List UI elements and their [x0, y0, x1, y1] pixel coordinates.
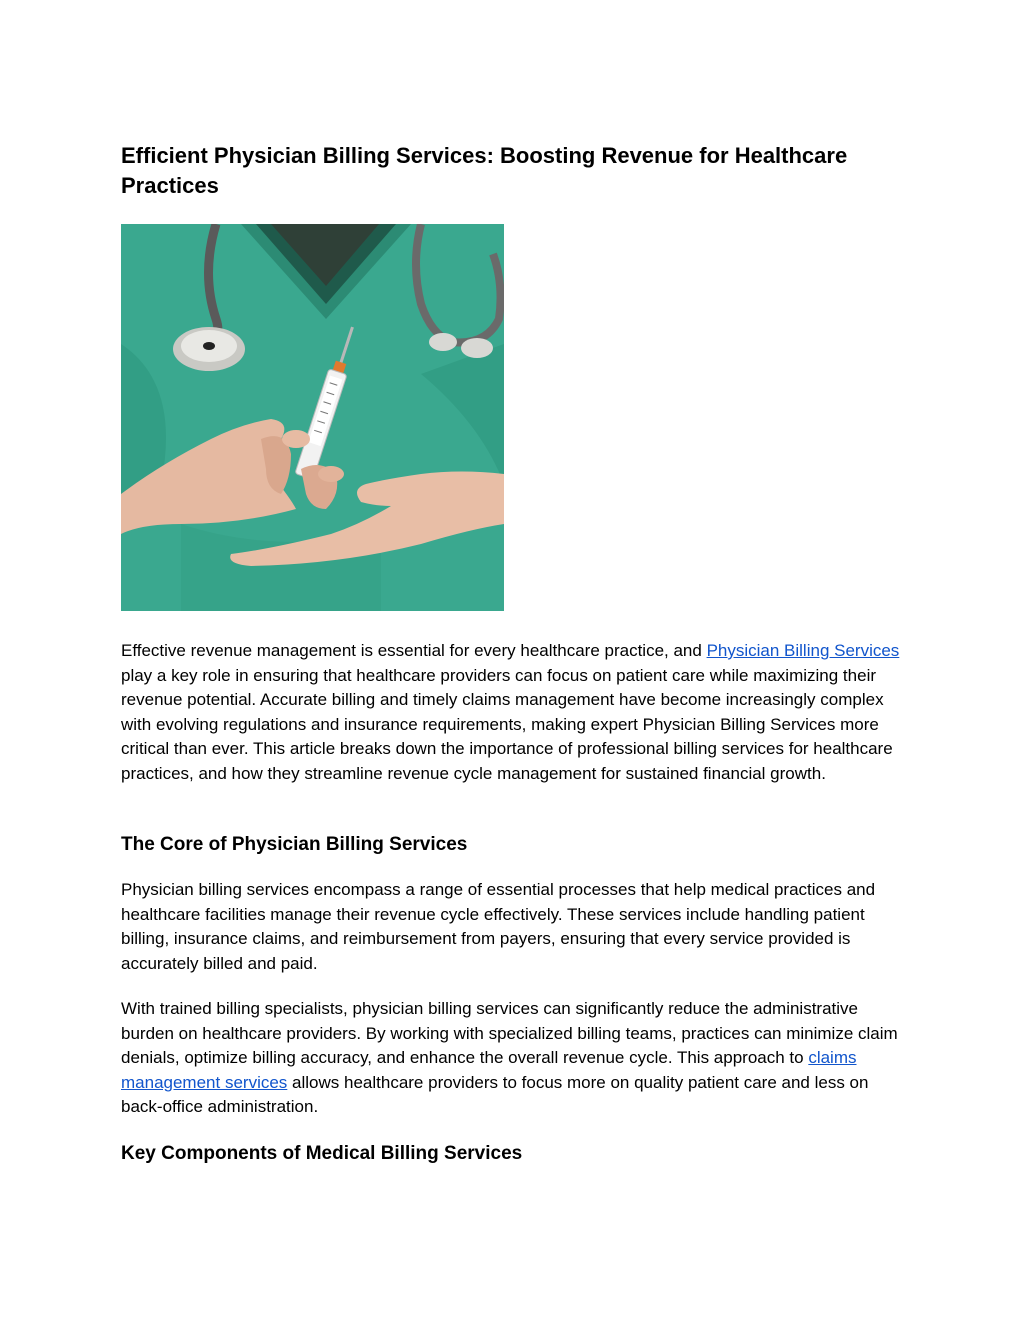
specialists-paragraph — [121, 997, 906, 1120]
doctor-holding-syringe-photo — [121, 224, 504, 611]
article-title: Efficient Physician Billing Services: Boosting Revenue for Healthcare Practices — [121, 143, 848, 198]
specialists-text-after: allows healthcare providers to focus more on quality patient care and less on back-office administration. — [121, 1072, 869, 1116]
section-heading-core: The Core of Physician Billing Services — [121, 834, 468, 855]
physician-billing-services-link[interactable]: Physician Billing Services — [706, 641, 900, 660]
section-heading-key-components: Key Components of Medical Billing Services — [121, 1143, 523, 1164]
intro-text-before: Effective revenue management is essential for every healthcare practice, and — [121, 641, 707, 660]
claims-management-services-link[interactable]: claims management services — [121, 1048, 857, 1092]
core-paragraph: Physician billing services encompass a range of essential processes that help medical practices and healthcare facilities manage their revenue cycle effectively. These services include handling patient billing, insurance claims, and reimbursement from payers, ensuring that every service provided is accurately billed and paid. — [121, 880, 876, 973]
intro-paragraph — [121, 639, 906, 786]
specialists-text-before: With trained billing specialists, physician billing services can significantly reduce the administrative burden on healthcare providers. By working with specialized billing teams, practices can minimize claim denials, optimize billing accuracy, and enhance the overall revenue cycle. This approach to — [121, 999, 898, 1067]
intro-text-after: play a key role in ensuring that healthcare providers can focus on patient care while maximizing their revenue potential. Accurate billing and timely claims management have become increasingly complex with evolving regulations and insurance requirements, making expert Physician Billing Services more critical than ever. This article breaks down the importance of professional billing services for healthcare practices, and how they streamline revenue cycle management for sustained financial growth. — [121, 665, 893, 783]
